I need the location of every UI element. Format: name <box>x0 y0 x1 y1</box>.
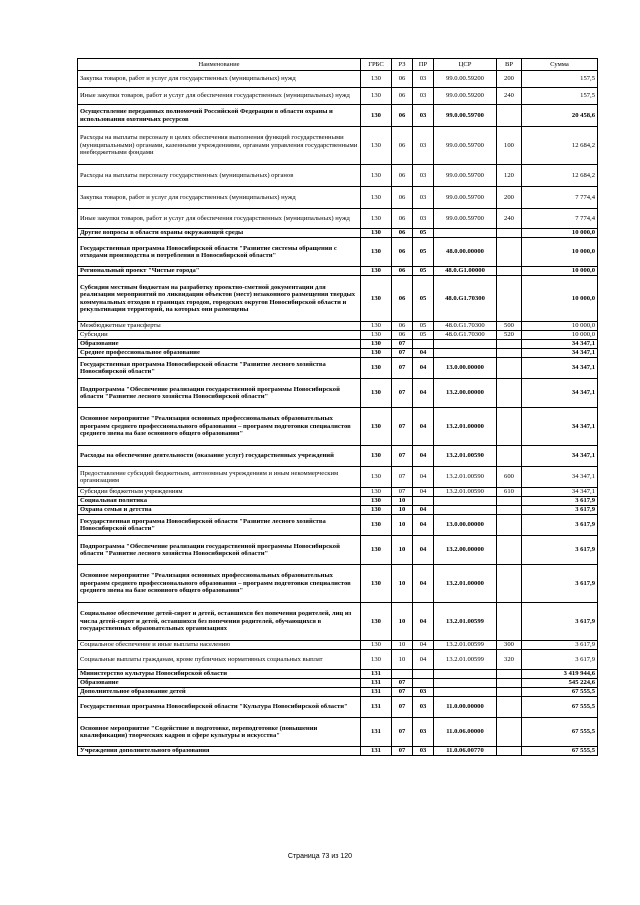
cell-rz: 06 <box>392 276 413 322</box>
cell-name: Государственная программа Новосибирской области "Развитие лесного хозяйства Новосибирской области" <box>78 515 361 536</box>
cell-sum: 67 555,5 <box>522 747 598 756</box>
cell-csr: 13.2.01.00599 <box>434 641 497 650</box>
cell-grbs: 130 <box>361 603 392 641</box>
cell-grbs: 131 <box>361 679 392 688</box>
table-row <box>78 331 598 340</box>
cell-sum: 545 224,6 <box>522 679 598 688</box>
cell-csr <box>434 670 497 679</box>
cell-rz: 06 <box>392 322 413 331</box>
cell-grbs: 130 <box>361 127 392 165</box>
table-row <box>78 688 598 697</box>
cell-grbs: 130 <box>361 641 392 650</box>
cell-vr <box>497 105 522 127</box>
cell-grbs: 130 <box>361 358 392 379</box>
cell-vr <box>497 603 522 641</box>
cell-csr: 13.2.01.00590 <box>434 467 497 488</box>
cell-rz: 07 <box>392 358 413 379</box>
cell-csr: 11.0.00.00000 <box>434 697 497 718</box>
cell-vr <box>497 497 522 506</box>
header-grbs: ГРБС <box>361 59 392 71</box>
cell-name: Учреждения дополнительного образования <box>78 747 361 756</box>
cell-grbs: 131 <box>361 688 392 697</box>
cell-csr: 48.0.G1.70300 <box>434 331 497 340</box>
table-row <box>78 446 598 467</box>
cell-name: Субсидии местным бюджетам на разработку проектно-сметной документации для реализации мероприятий по ликвидации объектов (мест) незаконного размещения твердых коммунальных отходов в границах городов, городских округов Новосибирской области и рекультивации территорий, на которых они размещены <box>78 276 361 322</box>
cell-vr <box>497 229 522 238</box>
cell-vr <box>497 688 522 697</box>
cell-grbs: 131 <box>361 697 392 718</box>
table-row <box>78 165 598 187</box>
cell-rz: 06 <box>392 105 413 127</box>
cell-csr <box>434 679 497 688</box>
cell-sum: 10 000,0 <box>522 276 598 322</box>
cell-name: Расходы на выплаты персоналу государственных (муниципальных) органов <box>78 165 361 187</box>
cell-vr <box>497 340 522 349</box>
cell-sum: 7 774,4 <box>522 187 598 209</box>
cell-rz: 06 <box>392 187 413 209</box>
table-row <box>78 187 598 209</box>
cell-csr: 99.0.00.59200 <box>434 71 497 88</box>
cell-vr <box>497 565 522 603</box>
cell-csr: 13.0.00.00000 <box>434 358 497 379</box>
cell-csr: 99.0.00.59700 <box>434 165 497 187</box>
cell-name: Межбюджетные трансферты <box>78 322 361 331</box>
cell-pr: 03 <box>413 747 434 756</box>
table-row <box>78 358 598 379</box>
table-row <box>78 747 598 756</box>
cell-rz: 06 <box>392 229 413 238</box>
cell-name: Предоставление субсидий бюджетным, автономным учреждениям и иным некоммерческим организациям <box>78 467 361 488</box>
cell-grbs: 130 <box>361 165 392 187</box>
cell-name: Охрана семьи и детства <box>78 506 361 515</box>
cell-rz: 06 <box>392 88 413 105</box>
cell-grbs: 130 <box>361 408 392 446</box>
cell-sum: 34 347,1 <box>522 467 598 488</box>
table-row <box>78 209 598 229</box>
cell-grbs: 130 <box>361 331 392 340</box>
cell-pr: 03 <box>413 105 434 127</box>
cell-sum: 157,5 <box>522 88 598 105</box>
cell-sum: 3 419 944,6 <box>522 670 598 679</box>
cell-sum: 34 347,1 <box>522 358 598 379</box>
cell-pr: 04 <box>413 565 434 603</box>
cell-rz: 06 <box>392 127 413 165</box>
cell-pr: 03 <box>413 165 434 187</box>
header-csr: ЦСР <box>434 59 497 71</box>
cell-rz: 06 <box>392 267 413 276</box>
cell-vr: 120 <box>497 165 522 187</box>
cell-csr: 48.0.G1.00000 <box>434 267 497 276</box>
cell-sum: 10 000,0 <box>522 331 598 340</box>
table-header-row <box>78 59 598 71</box>
cell-grbs: 130 <box>361 187 392 209</box>
cell-vr <box>497 276 522 322</box>
cell-csr: 13.2.01.00590 <box>434 488 497 497</box>
cell-rz: 06 <box>392 165 413 187</box>
table-row <box>78 488 598 497</box>
cell-grbs: 130 <box>361 340 392 349</box>
cell-sum: 3 617,9 <box>522 650 598 670</box>
cell-csr: 13.2.01.00590 <box>434 446 497 467</box>
cell-csr: 48.0.00.00000 <box>434 238 497 267</box>
page-number: Страница 73 из 120 <box>287 853 353 860</box>
table-row <box>78 650 598 670</box>
cell-rz: 07 <box>392 340 413 349</box>
cell-vr: 320 <box>497 650 522 670</box>
cell-grbs: 130 <box>361 238 392 267</box>
cell-pr: 04 <box>413 506 434 515</box>
cell-vr <box>497 408 522 446</box>
table-row <box>78 467 598 488</box>
cell-pr <box>413 340 434 349</box>
table-row <box>78 641 598 650</box>
cell-name: Дополнительное образование детей <box>78 688 361 697</box>
cell-pr <box>413 679 434 688</box>
cell-pr: 03 <box>413 718 434 747</box>
cell-name: Региональный проект "Чистые города" <box>78 267 361 276</box>
cell-rz: 07 <box>392 697 413 718</box>
cell-vr: 610 <box>497 488 522 497</box>
cell-rz: 07 <box>392 488 413 497</box>
cell-vr <box>497 670 522 679</box>
cell-grbs: 130 <box>361 379 392 408</box>
cell-sum: 10 000,0 <box>522 229 598 238</box>
cell-grbs: 130 <box>361 536 392 565</box>
cell-vr <box>497 679 522 688</box>
cell-sum: 12 684,2 <box>522 165 598 187</box>
cell-name: Подпрограмма "Обеспечение реализации государственной программы Новосибирской области "Развитие лесного хозяйства Новосибирской области" <box>78 536 361 565</box>
cell-csr <box>434 349 497 358</box>
cell-vr: 600 <box>497 467 522 488</box>
cell-sum: 10 000,0 <box>522 322 598 331</box>
cell-rz: 10 <box>392 497 413 506</box>
cell-name: Основное мероприятие "Реализация основных профессиональных образовательных программ среднего профессионального образования – программ подготовки специалистов среднего звена на базе основного общего образования" <box>78 565 361 603</box>
table-row <box>78 565 598 603</box>
cell-sum: 34 347,1 <box>522 349 598 358</box>
cell-vr <box>497 349 522 358</box>
cell-vr: 200 <box>497 187 522 209</box>
cell-pr: 05 <box>413 238 434 267</box>
cell-vr: 240 <box>497 209 522 229</box>
cell-vr <box>497 238 522 267</box>
cell-vr <box>497 446 522 467</box>
cell-name: Субсидии <box>78 331 361 340</box>
cell-rz: 07 <box>392 718 413 747</box>
cell-name: Закупка товаров, работ и услуг для государственных (муниципальных) нужд <box>78 71 361 88</box>
cell-pr: 04 <box>413 603 434 641</box>
cell-rz: 07 <box>392 688 413 697</box>
cell-rz: 10 <box>392 536 413 565</box>
cell-sum: 3 617,9 <box>522 506 598 515</box>
cell-sum: 34 347,1 <box>522 446 598 467</box>
cell-name: Государственная программа Новосибирской области "Развитие системы обращения с отходами производства и потребления в Новосибирской области" <box>78 238 361 267</box>
cell-pr <box>413 497 434 506</box>
table-row <box>78 679 598 688</box>
table-row <box>78 603 598 641</box>
cell-csr: 99.0.00.59700 <box>434 209 497 229</box>
cell-csr <box>434 229 497 238</box>
cell-rz: 06 <box>392 331 413 340</box>
cell-rz: 07 <box>392 408 413 446</box>
cell-name: Иные закупки товаров, работ и услуг для обеспечения государственных (муниципальных) нужд <box>78 88 361 105</box>
cell-pr: 04 <box>413 358 434 379</box>
cell-pr: 04 <box>413 641 434 650</box>
cell-vr <box>497 515 522 536</box>
cell-grbs: 130 <box>361 506 392 515</box>
cell-vr: 300 <box>497 641 522 650</box>
cell-sum: 67 555,5 <box>522 697 598 718</box>
cell-csr <box>434 688 497 697</box>
cell-csr: 48.0.G1.70300 <box>434 322 497 331</box>
cell-grbs: 130 <box>361 446 392 467</box>
table-row <box>78 379 598 408</box>
cell-grbs: 131 <box>361 718 392 747</box>
cell-name: Социальная политика <box>78 497 361 506</box>
cell-rz: 07 <box>392 679 413 688</box>
cell-grbs: 130 <box>361 229 392 238</box>
cell-csr: 13.2.01.00599 <box>434 650 497 670</box>
cell-rz: 10 <box>392 515 413 536</box>
table-row <box>78 71 598 88</box>
table-row <box>78 515 598 536</box>
header-vr: ВР <box>497 59 522 71</box>
table-body <box>78 71 598 756</box>
cell-csr: 99.0.00.59700 <box>434 127 497 165</box>
cell-csr <box>434 340 497 349</box>
cell-vr: 100 <box>497 127 522 165</box>
cell-name: Осуществление переданных полномочий Российской Федерации в области охраны и использования охотничьих ресурсов <box>78 105 361 127</box>
cell-vr: 520 <box>497 331 522 340</box>
cell-grbs: 130 <box>361 267 392 276</box>
cell-sum: 3 617,9 <box>522 565 598 603</box>
cell-sum: 10 000,0 <box>522 267 598 276</box>
cell-sum: 34 347,1 <box>522 340 598 349</box>
cell-vr <box>497 358 522 379</box>
cell-sum: 34 347,1 <box>522 488 598 497</box>
cell-rz: 07 <box>392 747 413 756</box>
cell-csr: 13.2.00.00000 <box>434 379 497 408</box>
cell-pr: 05 <box>413 331 434 340</box>
cell-pr: 05 <box>413 322 434 331</box>
cell-vr: 500 <box>497 322 522 331</box>
cell-rz: 07 <box>392 446 413 467</box>
cell-rz: 06 <box>392 238 413 267</box>
cell-pr: 03 <box>413 88 434 105</box>
cell-grbs: 130 <box>361 209 392 229</box>
table-row <box>78 408 598 446</box>
cell-grbs: 130 <box>361 515 392 536</box>
cell-sum: 12 684,2 <box>522 127 598 165</box>
cell-pr: 04 <box>413 379 434 408</box>
cell-csr: 13.2.01.00000 <box>434 408 497 446</box>
cell-name: Государственная программа Новосибирской области "Развитие лесного хозяйства Новосибирской области" <box>78 358 361 379</box>
table-row <box>78 88 598 105</box>
cell-sum: 3 617,9 <box>522 536 598 565</box>
cell-rz: 07 <box>392 379 413 408</box>
cell-rz: 06 <box>392 209 413 229</box>
cell-vr <box>497 267 522 276</box>
cell-vr <box>497 747 522 756</box>
cell-rz <box>392 670 413 679</box>
cell-name: Образование <box>78 679 361 688</box>
cell-sum: 157,5 <box>522 71 598 88</box>
cell-csr: 13.2.01.00000 <box>434 565 497 603</box>
cell-pr: 05 <box>413 229 434 238</box>
cell-grbs: 131 <box>361 670 392 679</box>
cell-grbs: 130 <box>361 467 392 488</box>
cell-vr <box>497 506 522 515</box>
table-row <box>78 340 598 349</box>
cell-rz: 07 <box>392 349 413 358</box>
cell-sum: 67 555,5 <box>522 688 598 697</box>
cell-name: Другие вопросы в области охраны окружающей среды <box>78 229 361 238</box>
table-row <box>78 229 598 238</box>
cell-grbs: 131 <box>361 747 392 756</box>
header-sum: Сумма <box>522 59 598 71</box>
cell-name: Расходы на обеспечение деятельности (оказание услуг) государственных учреждений <box>78 446 361 467</box>
cell-grbs: 130 <box>361 105 392 127</box>
cell-rz: 10 <box>392 565 413 603</box>
cell-name: Иные закупки товаров, работ и услуг для обеспечения государственных (муниципальных) нужд <box>78 209 361 229</box>
cell-grbs: 130 <box>361 71 392 88</box>
cell-vr <box>497 718 522 747</box>
table-row <box>78 322 598 331</box>
cell-grbs: 130 <box>361 276 392 322</box>
cell-pr: 04 <box>413 349 434 358</box>
table-row <box>78 506 598 515</box>
cell-name: Социальные выплаты гражданам, кроме публичных нормативных социальных выплат <box>78 650 361 670</box>
table-row <box>78 349 598 358</box>
cell-name: Подпрограмма "Обеспечение реализации государственной программы Новосибирской области "Развитие лесного хозяйства Новосибирской области" <box>78 379 361 408</box>
cell-sum: 34 347,1 <box>522 408 598 446</box>
cell-csr <box>434 497 497 506</box>
cell-name: Основное мероприятие "Реализация основных профессиональных образовательных программ среднего профессионального образования – программ подготовки специалистов среднего звена на базе основного общего образования" <box>78 408 361 446</box>
cell-sum: 34 347,1 <box>522 379 598 408</box>
table-row <box>78 267 598 276</box>
cell-pr: 03 <box>413 697 434 718</box>
cell-sum: 20 458,6 <box>522 105 598 127</box>
cell-csr: 11.0.06.00000 <box>434 718 497 747</box>
budget-table <box>77 58 598 756</box>
cell-csr: 13.0.00.00000 <box>434 515 497 536</box>
table-row <box>78 238 598 267</box>
cell-vr <box>497 536 522 565</box>
cell-csr: 13.2.01.00599 <box>434 603 497 641</box>
cell-pr: 04 <box>413 488 434 497</box>
cell-sum: 3 617,9 <box>522 515 598 536</box>
cell-vr: 240 <box>497 88 522 105</box>
cell-pr: 04 <box>413 536 434 565</box>
cell-grbs: 130 <box>361 565 392 603</box>
cell-vr <box>497 379 522 408</box>
cell-pr: 04 <box>413 467 434 488</box>
cell-name: Министерство культуры Новосибирской области <box>78 670 361 679</box>
cell-name: Образование <box>78 340 361 349</box>
cell-rz: 06 <box>392 71 413 88</box>
cell-vr: 200 <box>497 71 522 88</box>
table-row <box>78 718 598 747</box>
cell-pr: 03 <box>413 688 434 697</box>
cell-name: Социальное обеспечение детей-сирот и детей, оставшихся без попечения родителей, лиц из числа детей-сирот и детей, оставшихся без попечения родителей, обучающихся в государственных образовательных организациях <box>78 603 361 641</box>
cell-csr: 99.0.00.59700 <box>434 105 497 127</box>
table-row <box>78 697 598 718</box>
table-row <box>78 127 598 165</box>
cell-sum: 67 555,5 <box>522 718 598 747</box>
cell-pr: 03 <box>413 209 434 229</box>
cell-name: Государственная программа Новосибирской области "Культура Новосибирской области" <box>78 697 361 718</box>
cell-pr: 04 <box>413 650 434 670</box>
table-row <box>78 105 598 127</box>
cell-name: Среднее профессиональное образование <box>78 349 361 358</box>
header-rz: РЗ <box>392 59 413 71</box>
cell-csr: 48.0.G1.70300 <box>434 276 497 322</box>
cell-pr: 05 <box>413 267 434 276</box>
cell-grbs: 130 <box>361 650 392 670</box>
cell-pr: 04 <box>413 446 434 467</box>
cell-pr: 03 <box>413 187 434 209</box>
cell-sum: 3 617,9 <box>522 497 598 506</box>
cell-pr: 03 <box>413 71 434 88</box>
cell-sum: 7 774,4 <box>522 209 598 229</box>
cell-rz: 10 <box>392 603 413 641</box>
cell-name: Основное мероприятие "Содействие в подготовке, переподготовке (повышении квалификации) творческих кадров в сфере культуры и искусства" <box>78 718 361 747</box>
table-row <box>78 276 598 322</box>
cell-grbs: 130 <box>361 349 392 358</box>
cell-grbs: 130 <box>361 322 392 331</box>
table-row <box>78 497 598 506</box>
cell-sum: 3 617,9 <box>522 603 598 641</box>
cell-pr: 05 <box>413 276 434 322</box>
cell-rz: 10 <box>392 650 413 670</box>
cell-rz: 07 <box>392 467 413 488</box>
cell-csr: 99.0.00.59700 <box>434 187 497 209</box>
cell-csr: 13.2.00.00000 <box>434 536 497 565</box>
cell-csr: 11.0.06.00770 <box>434 747 497 756</box>
cell-name: Расходы на выплаты персоналу в целях обеспечения выполнения функций государственными (муниципальными) органами, казенными учреждениями, органами управления государственными внебюджетными фондами <box>78 127 361 165</box>
cell-pr: 04 <box>413 408 434 446</box>
cell-sum: 3 617,9 <box>522 641 598 650</box>
cell-vr <box>497 697 522 718</box>
cell-csr: 99.0.00.59200 <box>434 88 497 105</box>
cell-sum: 10 000,0 <box>522 238 598 267</box>
cell-rz: 10 <box>392 641 413 650</box>
cell-grbs: 130 <box>361 488 392 497</box>
header-pr: ПР <box>413 59 434 71</box>
cell-rz: 10 <box>392 506 413 515</box>
cell-name: Субсидии бюджетным учреждениям <box>78 488 361 497</box>
table-row <box>78 536 598 565</box>
header-name: Наименование <box>78 59 361 71</box>
cell-pr <box>413 670 434 679</box>
cell-pr: 03 <box>413 127 434 165</box>
cell-name: Социальное обеспечение и иные выплаты населению <box>78 641 361 650</box>
cell-grbs: 130 <box>361 88 392 105</box>
cell-name: Закупка товаров, работ и услуг для государственных (муниципальных) нужд <box>78 187 361 209</box>
cell-grbs: 130 <box>361 497 392 506</box>
cell-csr <box>434 506 497 515</box>
table-row <box>78 670 598 679</box>
cell-pr: 04 <box>413 515 434 536</box>
